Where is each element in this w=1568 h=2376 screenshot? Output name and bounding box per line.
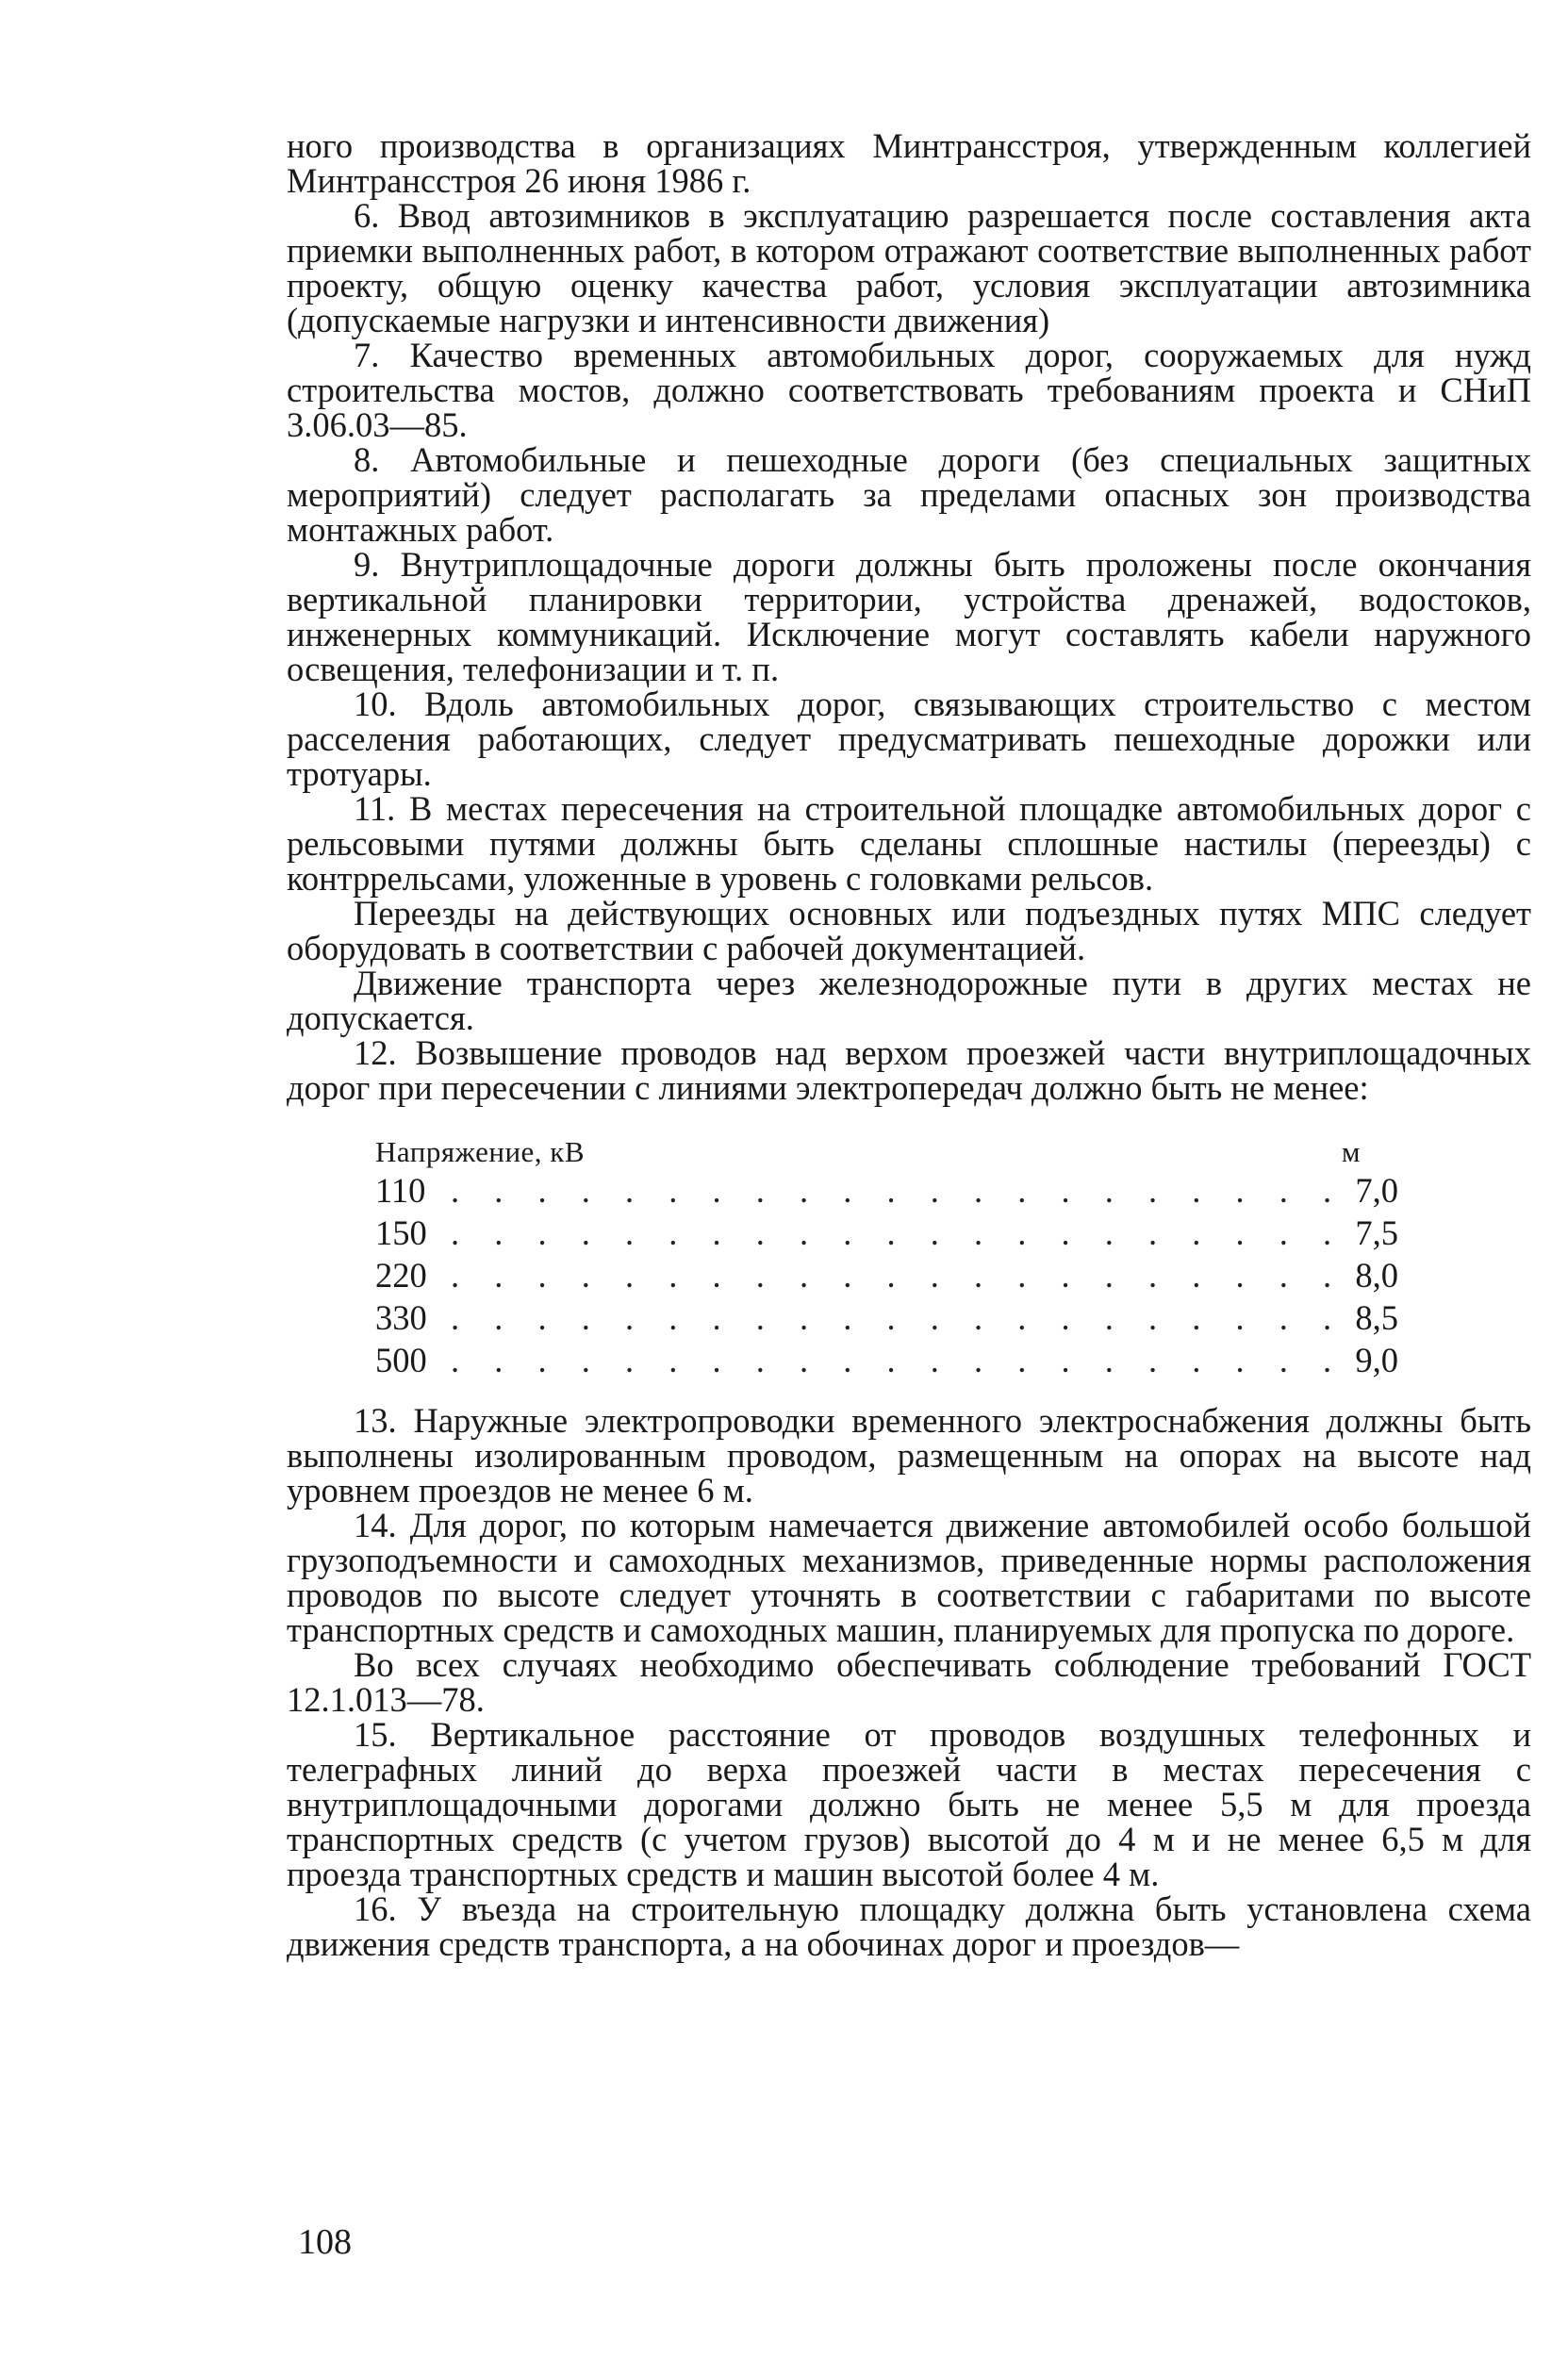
voltage-clearance-table xyxy=(375,1128,1398,1381)
paragraph-11-mps: Переезды на действующих основных или подъездных путях МПС следует оборудовать в соответствии с рабочей документацией. xyxy=(287,894,1531,967)
row-height: 8,0 xyxy=(1355,1256,1398,1295)
table-row xyxy=(375,1254,1398,1296)
paragraph-16: 16. У въезда на строительную площадку должна быть установлена схема движения средств транспорта, а на обочинах дорог и проездов— xyxy=(287,1889,1531,1963)
row-voltage: 220 xyxy=(375,1256,427,1295)
row-height: 7,5 xyxy=(1355,1213,1398,1252)
paragraph-12: 12. Возвышение проводов над верхом проезжей части внутриплощадочных дорог при пересечении с линиями электропередач должно быть не менее: xyxy=(287,1033,1531,1107)
leader-dots xyxy=(451,1212,1332,1254)
paragraph-15: 15. Вертикальное расстояние от проводов воздушных телефонных и телеграфных линий до верха проезжей части в местах пересечения с внутриплощадочными дорогами должно быть не менее 5,5 м для проезда транспортных средств (с учетом грузов) высотой до 4 м и не менее 6,5 м для проезда транспортных средств и машин высотой более 4 м. xyxy=(287,1715,1531,1893)
table-row xyxy=(375,1212,1398,1254)
paragraph-14-gost: Во всех случаях необходимо обеспечивать соблюдение требований ГОСТ 12.1.013—78. xyxy=(287,1645,1531,1719)
paragraph-continuation: ного производства в организациях Минтрансстроя, утвержденным коллегией Минтрансстроя 26 июня 1986 г. xyxy=(287,126,1531,200)
paragraph-14: 14. Для дорог, по которым намечается движение автомобилей особо большой грузоподъемности и самоходных механизмов, приведенные нормы расположения проводов по высоте следует уточнять в соответствии с габаритами по высоте транспортных средств и самоходных машин, планируемых для пропуска по дороге. xyxy=(287,1506,1531,1649)
paragraph-7: 7. Качество временных автомобильных дорог, сооружаемых для нужд строительства мостов, должно соответствовать требованиям проекта и СНиП 3.06.03—85. xyxy=(287,336,1531,444)
row-voltage: 150 xyxy=(375,1213,427,1252)
table-header xyxy=(375,1128,1398,1169)
table-row xyxy=(375,1169,1398,1212)
row-voltage: 500 xyxy=(375,1341,427,1379)
paragraph-6: 6. Ввод автозимников в эксплуатацию разрешается после составления акта приемки выполненных работ, в котором отражают соответствие выполненных работ проекту, общую оценку качества работ, условия эксплуатации автозимника (допускаемые нагрузки и интенсивности движения) xyxy=(287,196,1531,339)
table-row xyxy=(375,1296,1398,1339)
paragraph-11: 11. В местах пересечения на строительной площадке автомобильных дорог с рельсовыми путями должны быть сделаны сплошные настилы (переезды) с контррельсами, уложенные в уровень с головками рельсов. xyxy=(287,789,1531,898)
top-text-section xyxy=(287,128,1531,1105)
bottom-text-section xyxy=(287,1403,1531,1961)
leader-dots xyxy=(451,1254,1332,1296)
table-row xyxy=(375,1339,1398,1381)
paragraph-11-traffic: Движение транспорта через железнодорожные пути в других местах не допускается. xyxy=(287,964,1531,1037)
row-height: 8,5 xyxy=(1355,1298,1398,1337)
header-voltage: Напряжение, кВ xyxy=(375,1135,586,1168)
paragraph-13: 13. Наружные электропроводки временного электроснабжения должны быть выполнены изолированным проводом, размещенным на опорах на высоте над уровнем проездов не менее 6 м. xyxy=(287,1401,1531,1510)
paragraph-10: 10. Вдоль автомобильных дорог, связывающих строительство с местом расселения работающих, следует предусматривать пешеходные дорожки или тротуары. xyxy=(287,685,1531,793)
row-height: 9,0 xyxy=(1355,1341,1398,1379)
row-voltage: 110 xyxy=(375,1171,426,1210)
paragraph-8: 8. Автомобильные и пешеходные дороги (без специальных защитных мероприятий) следует располагать за пределами опасных зон производства монтажных работ. xyxy=(287,440,1531,549)
paragraph-9: 9. Внутриплощадочные дороги должны быть проложены после окончания вертикальной планировки территории, устройства дренажей, водостоков, инженерных коммуникаций. Исключение могут составлять кабели наружного освещения, телефонизации и т. п. xyxy=(287,545,1531,688)
leader-dots xyxy=(451,1169,1332,1212)
row-height: 7,0 xyxy=(1355,1171,1398,1210)
page-number: 108 xyxy=(298,2222,352,2262)
leader-dots xyxy=(451,1296,1332,1339)
row-voltage: 330 xyxy=(375,1298,427,1337)
leader-dots xyxy=(451,1339,1332,1381)
header-unit: м xyxy=(1341,1135,1361,1168)
